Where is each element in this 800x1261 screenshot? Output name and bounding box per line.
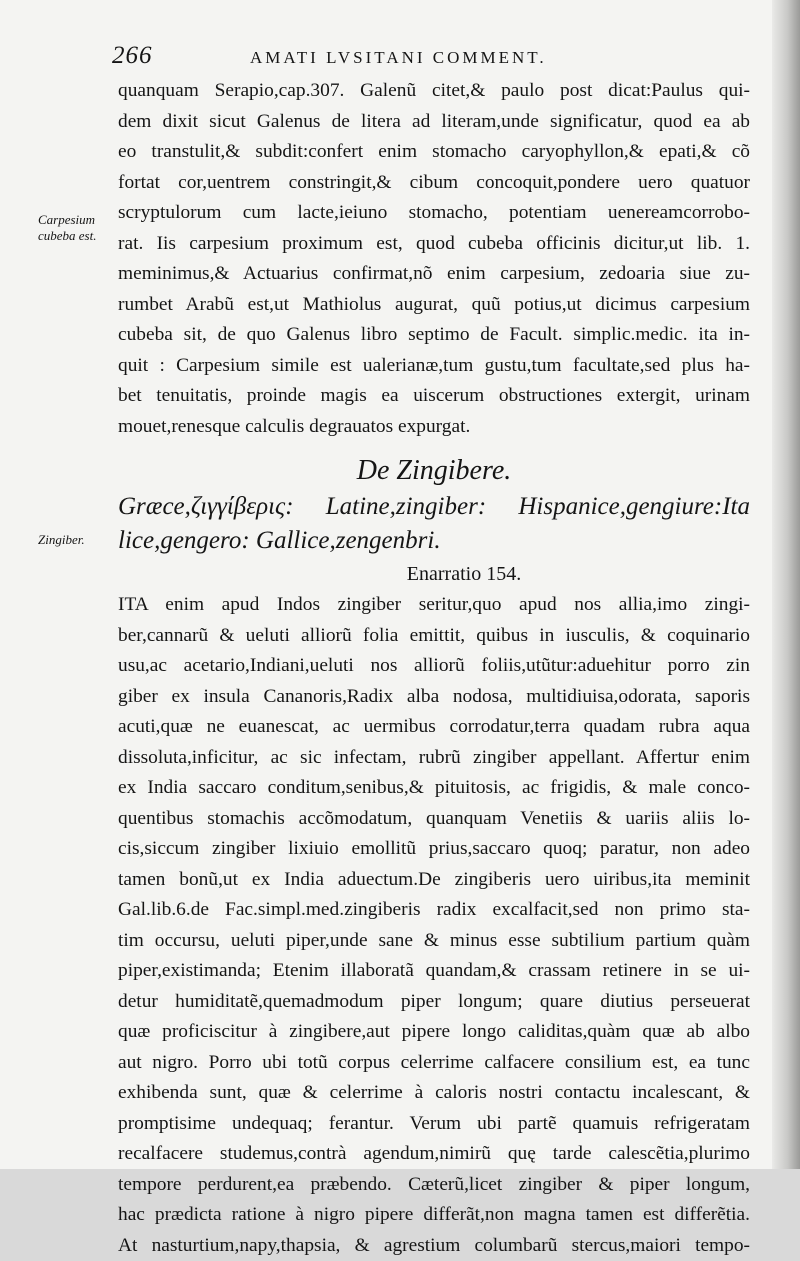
text-line: ex India saccaro conditum,senibus,& pituitosis, ac frigidis, & male conco- [118, 773, 750, 804]
margin-note-zingiber: Zingiber. [38, 532, 85, 548]
names-line: lice,gengero: Gallice,zengenbri. [118, 524, 750, 558]
text-line: ber,cannarũ & ueluti alliorũ folia emittit, quibus in iusculis, & coquinario [118, 621, 750, 652]
text-line: scryptulorum cum lacte,ieiuno stomacho, potentiam uenereamcorrobo- [118, 198, 750, 229]
text-line: bet tenuitatis, proinde magis ea uiscerum obstructiones extergit, urinam [118, 381, 750, 412]
text-line: giber ex insula Cananoris,Radix alba nodosa, multidiuisa,odorata, saporis [118, 682, 750, 713]
text-line: dissoluta,inficitur, ac sic infectam, rubrũ zingiber appellant. Affertur enim [118, 743, 750, 774]
text-line: hac prædicta ratione à nigro pipere differãt,non magna tamen est differẽtia. [118, 1200, 750, 1231]
text-line: rumbet Arabũ est,ut Mathiolus augurat, quũ potius,ut dicimus carpesium [118, 290, 750, 321]
text-line: detur humiditatẽ,quemadmodum piper longum; quare diutius perseuerat [118, 987, 750, 1018]
text-line: quit : Carpesium simile est ualerianæ,tum gustu,tum facultate,sed plus ha- [118, 351, 750, 382]
margin-note-line: cubeba est. [38, 228, 96, 244]
page-binding-edge [772, 0, 800, 1169]
text-line: quæ proficiscitur à zingibere,aut pipere longo caliditas,quàm quæ ab albo [118, 1017, 750, 1048]
text-line: meminimus,& Actuarius confirmat,nõ enim carpesium, zedoaria siue zu- [118, 259, 750, 290]
text-line: tim occursu, ueluti piper,unde sane & minus esse subtilium partium quàm [118, 926, 750, 957]
text-line: ITA enim apud Indos zingiber seritur,quo apud nos allia,imo zingi- [118, 590, 750, 621]
page-number: 266 [112, 42, 153, 70]
text-line: dem dixit sicut Galenus de litera ad literam,unde significatur, quod ea ab [118, 107, 750, 138]
text-line: aut nigro. Porro ubi totũ corpus celerrime calfacere consilium est, ea tunc [118, 1048, 750, 1079]
text-line: cubeba sit, de quo Galenus libro septimo de Facult. simplic.medic. ita in- [118, 320, 750, 351]
text-line: piper,existimanda; Etenim illaboratã quandam,& crassam retinere in se ui- [118, 956, 750, 987]
text-line: quentibus stomachis accõmodatum, quanquam Venetiis & uariis aliis lo- [118, 804, 750, 835]
section-heading: De Zingibere. [118, 452, 750, 490]
text-line: exhibenda sunt, quæ & celerrime à caloris nostri contactu incalescant, & [118, 1078, 750, 1109]
text-line: cis,siccum zingiber lixiuio emollitũ prius,saccaro quoq; paratur, non adeo [118, 834, 750, 865]
text-line: quanquam Serapio,cap.307. Galenũ citet,& paulo post dicat:Paulus qui- [118, 76, 750, 107]
text-line: tamen bonũ,ut ex India aduectum.De zingiberis uero uiribus,ita meminit [118, 865, 750, 896]
text-line: eo transtulit,& subdit:confert enim stomacho caryophyllon,& epati,& cõ [118, 137, 750, 168]
text-line: usu,ac acetario,Indiani,ueluti nos alliorũ foliis,utũtur:aduehitur porro zin [118, 651, 750, 682]
text-line: At nasturtium,napy,thapsia, & agrestium columbarũ stercus,maiori tempo- [118, 1231, 750, 1261]
text-line: fortat cor,uentrem constringit,& cibum concoquit,pondere uero quatuor [118, 168, 750, 199]
margin-note-carpesium [38, 212, 96, 244]
text-line: rat. Iis carpesium proximum est, quod cubeba officinis dicitur,ut lib. 1. [118, 229, 750, 260]
names-line: Græce,ζιγγίβερις: Latine,zingiber: Hispanice,gengiure:Ita [118, 490, 750, 524]
margin-note-line: Carpesium [38, 212, 96, 228]
text-line: mouet,renesque calculis degrauatos expurgat. [118, 412, 750, 443]
page-header [112, 42, 752, 74]
text-line: promptisime undequaq; ferantur. Verum ubi partẽ quamuis refrigeratam [118, 1109, 750, 1140]
body-text [118, 76, 750, 1261]
text-line: tempore perdurent,ea præbendo. Cæterũ,licet zingiber & piper longum, [118, 1170, 750, 1201]
running-head: AMATI LVSITANI COMMENT. [250, 48, 547, 68]
text-line: acuti,quæ ne euanescat, ac uermibus corrodatur,terra quadam rubra aqua [118, 712, 750, 743]
enarratio-label: Enarratio 154. [118, 558, 750, 590]
text-line: Gal.lib.6.de Fac.simpl.med.zingiberis radix excalfacit,sed non primo sta- [118, 895, 750, 926]
text-line: recalfacere studemus,contrà agendum,nimirũ quę tarde calescẽtia,plurimo [118, 1139, 750, 1170]
